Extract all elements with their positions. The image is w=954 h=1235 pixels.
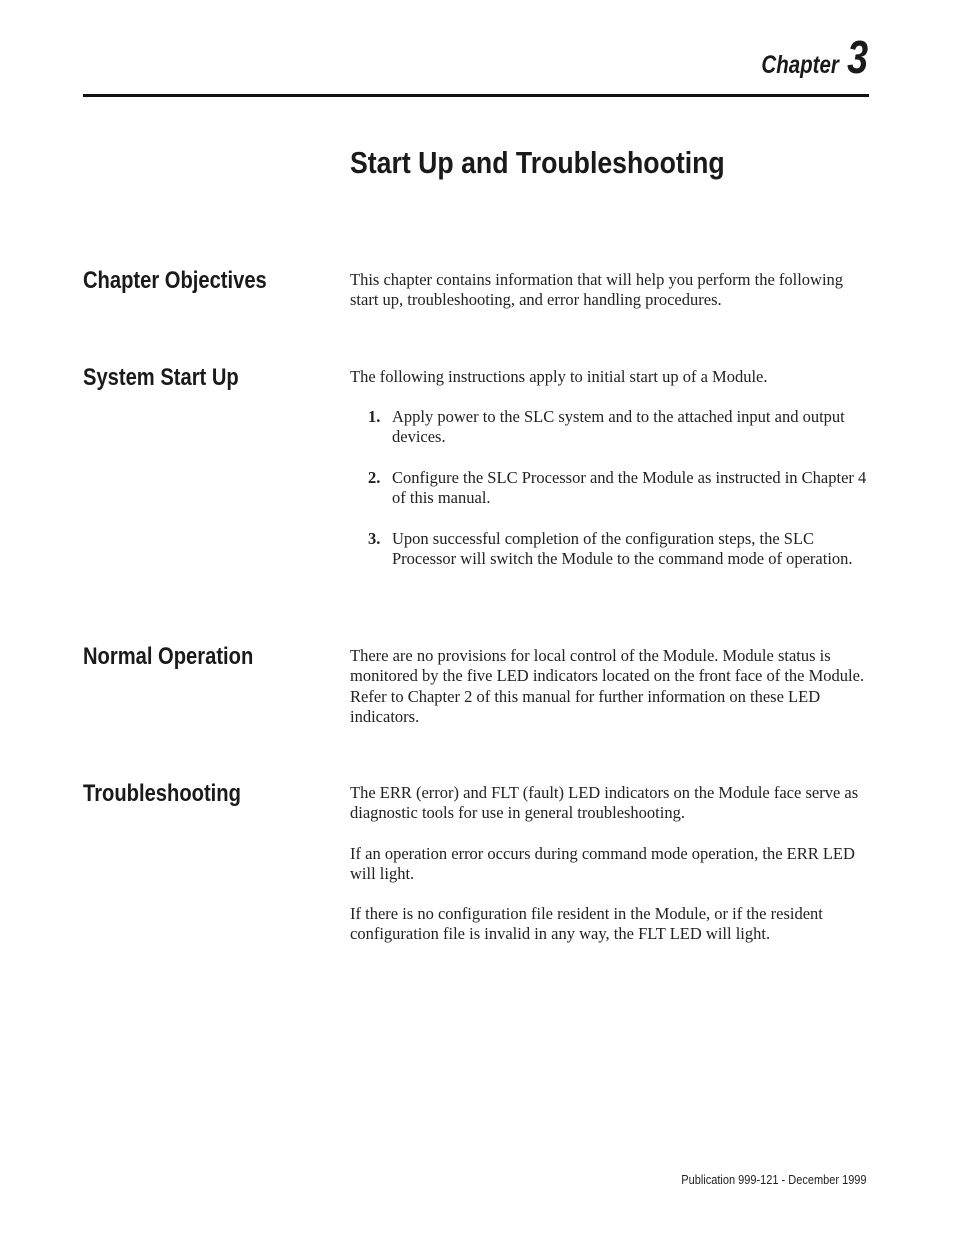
startup-intro: The following instructions apply to initial start up of a Module.	[350, 367, 768, 386]
startup-step	[368, 529, 873, 570]
step-text: Upon successful completion of the configuration steps, the SLC Processor will switch the Module to the command mode of operation.	[392, 529, 853, 569]
section-heading-normal: Normal Operation	[83, 643, 254, 670]
chapter-label: Chapter	[761, 51, 839, 79]
startup-step	[368, 407, 873, 448]
step-text: Apply power to the SLC system and to the attached input and output devices.	[392, 407, 845, 447]
objectives-paragraph: This chapter contains information that will help you perform the following start up, troubleshooting, and error handling procedures.	[350, 270, 844, 310]
step-number: 3.	[368, 529, 381, 548]
chapter-number: 3	[847, 31, 868, 83]
startup-step	[368, 468, 873, 509]
troubleshooting-paragraph: If an operation error occurs during command mode operation, the ERR LED will light.	[350, 844, 855, 884]
publication-footer: Publication 999-121 - December 1999	[681, 1173, 867, 1187]
troubleshooting-paragraph: If there is no configuration file resident in the Module, or if the resident configuration file is invalid in any way, the FLT LED will light.	[350, 904, 823, 944]
step-text: Configure the SLC Processor and the Module as instructed in Chapter 4 of this manual.	[392, 468, 867, 508]
step-number: 1.	[368, 407, 381, 426]
step-number: 2.	[368, 468, 381, 487]
normal-paragraph: There are no provisions for local control of the Module. Module status is monitored by the five LED indicators located on the front face of the Module. Refer to Chapter 2 of this manual for further information on these LED indicators.	[350, 646, 865, 727]
chapter-header	[761, 31, 868, 83]
page-title: Start Up and Troubleshooting	[350, 145, 725, 180]
section-heading-objectives: Chapter Objectives	[83, 267, 267, 294]
section-heading-troubleshooting: Troubleshooting	[83, 780, 241, 807]
header-rule	[83, 94, 869, 97]
section-heading-startup: System Start Up	[83, 364, 239, 391]
troubleshooting-paragraph: The ERR (error) and FLT (fault) LED indicators on the Module face serve as diagnostic tools for use in general troubleshooting.	[350, 783, 859, 823]
